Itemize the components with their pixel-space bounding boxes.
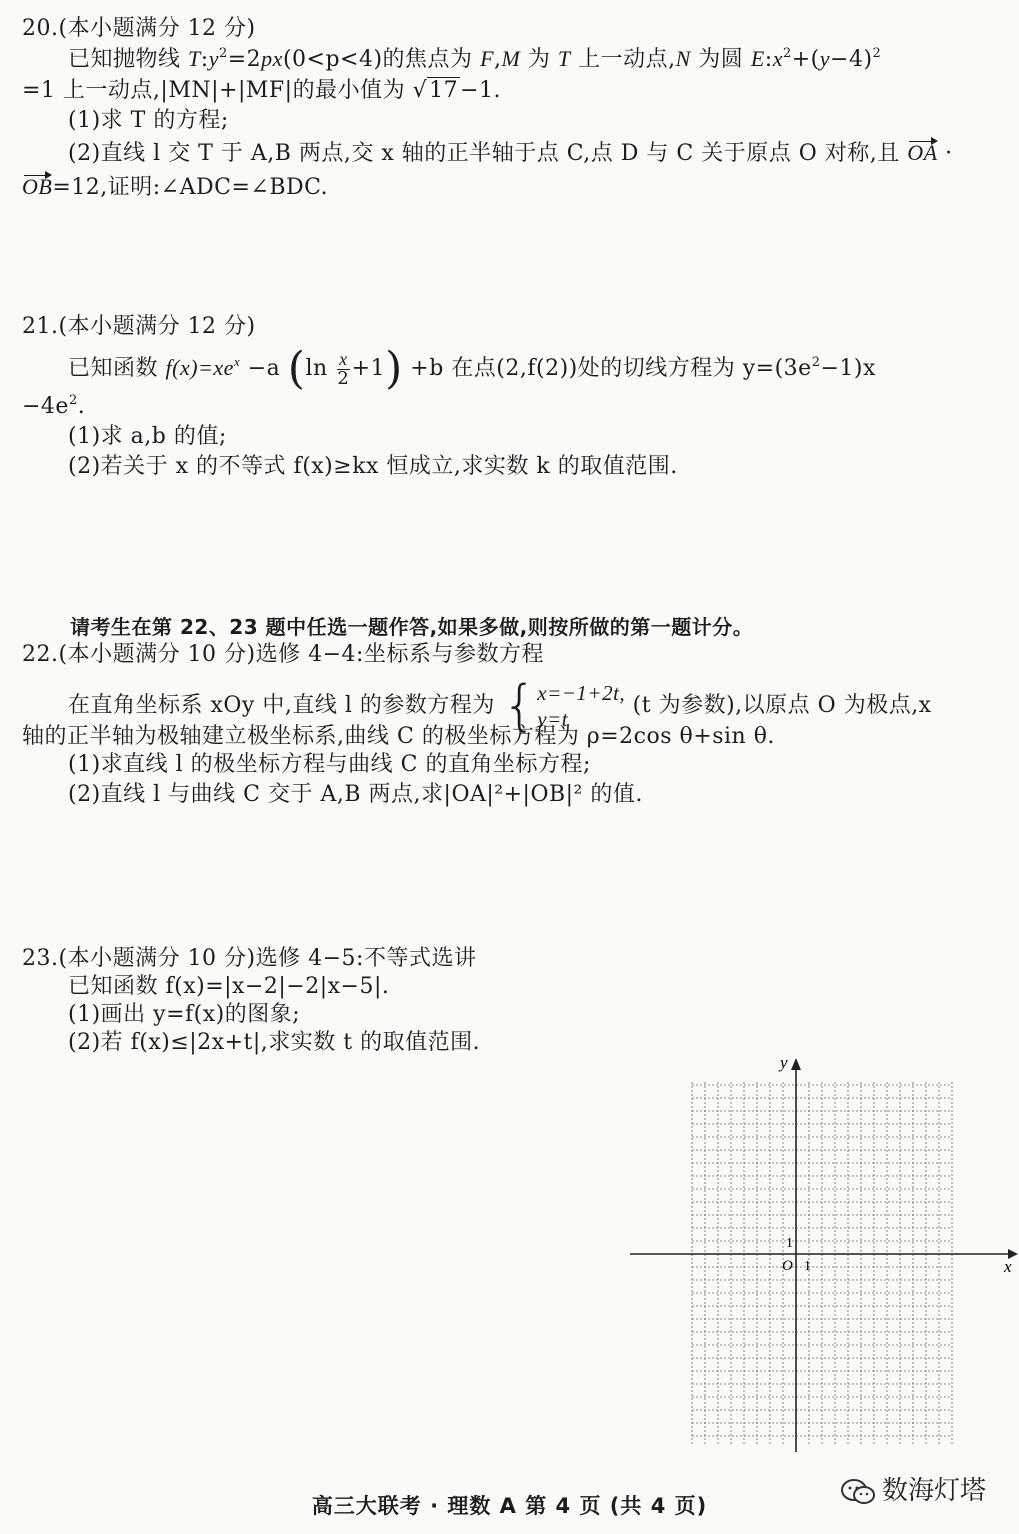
- q22-param: (t 为参数),以原点 O 为极点,x: [632, 693, 932, 718]
- y-axis-arrow-icon: [791, 1058, 801, 1070]
- q20-F: F: [480, 46, 495, 71]
- q22-sys1: x=−1+2t,: [537, 681, 626, 705]
- q21-text: 已知函数: [68, 356, 159, 381]
- q22-line1: 在直角坐标系 xOy 中,直线 l 的参数方程为 { x=−1+2t, y=t (t 为参数),以原点 O 为极点,x: [68, 674, 932, 737]
- q20-minus-one: −1.: [460, 78, 502, 103]
- q20-sub1: (1)求 T 的方程;: [68, 108, 229, 133]
- q23-sub1: (1)画出 y=f(x)的图象;: [68, 1002, 301, 1027]
- q22-sys2: y=t: [537, 707, 569, 731]
- q20-sub2: [68, 138, 953, 169]
- q22-sub1: (1)求直线 l 的极坐标方程与曲线 C 的直角坐标方程;: [68, 752, 591, 777]
- section-notice: 请考生在第 22、23 题中任选一题作答,如果多做,则按所做的第一题计分。: [70, 615, 754, 639]
- q21-tangent: +b 在点(2,f(2))处的切线方程为 y=(3e: [410, 356, 812, 381]
- page-footer: 高三大联考 · 理数 A 第 4 页 (共 4 页): [311, 1494, 708, 1518]
- q20-comma: ,: [494, 47, 502, 72]
- q22-header: 22.(本小题满分 10 分)选修 4−4:坐标系与参数方程: [22, 642, 544, 667]
- q20-header: 20.(本小题满分 12 分): [22, 16, 256, 41]
- q21-plus1: +1: [351, 356, 386, 381]
- q21-fraction: [337, 350, 350, 388]
- q21-sup2: 2: [811, 355, 821, 370]
- q20-M: M: [501, 46, 521, 71]
- q21-exp: x: [233, 354, 241, 369]
- x-axis-label: x: [1004, 1257, 1012, 1276]
- x-unit-label: 1: [804, 1259, 811, 1274]
- q20-moving: 上一动点,: [578, 47, 676, 72]
- q20-line1: 已知抛物线 $T:y^2=2px(0<p<4)$的焦点为 F,M 为 T 上一动点,N 为圆 $E:x^2+(y-4)^2$: [68, 46, 882, 72]
- q20-line2: =1 上一动点,|MN|+|MF|的最小值为 √17−1.: [22, 78, 502, 103]
- q21-minus-a: −a: [247, 356, 281, 381]
- q23-header: 23.(本小题满分 10 分)选修 4−5:不等式选讲: [22, 946, 477, 971]
- q21-header: 21.(本小题满分 12 分): [22, 314, 256, 339]
- q23-sub2: (2)若 f(x)≤|2x+t|,求实数 t 的取值范围.: [68, 1030, 481, 1055]
- q20-wei: 为: [527, 47, 551, 72]
- q20-min-text: =1 上一动点,|MN|+|MF|的最小值为: [22, 78, 406, 103]
- q21-sup2b: 2: [68, 393, 78, 408]
- vector-OA: OA: [907, 138, 937, 168]
- q20-text: 已知抛物线: [68, 47, 181, 72]
- q21-sub2: (2)若关于 x 的不等式 f(x)≥kx 恒成立,求实数 k 的取值范围.: [68, 454, 678, 479]
- grid-lines: [692, 1082, 952, 1444]
- q22-text: 在直角坐标系 xOy 中,直线 l 的参数方程为: [68, 693, 495, 718]
- q21-period: .: [77, 394, 86, 419]
- q20-T: T: [188, 46, 201, 71]
- q21-fx: f(x)=xe: [165, 355, 234, 380]
- q20-prove: =12,证明:∠ADC=∠BDC.: [52, 175, 329, 200]
- q22-line2: 轴的正半轴为极轴建立极坐标系,曲线 C 的极坐标方程为 ρ=2cos θ+sin θ.: [22, 724, 775, 749]
- watermark-text: 数海灯塔: [882, 1476, 987, 1506]
- origin-label: O: [782, 1258, 793, 1274]
- q21-tail: −1)x: [820, 356, 876, 381]
- frac-denominator: 2: [337, 368, 350, 389]
- q23-line1: 已知函数 f(x)=|x−2|−2|x−5|.: [68, 974, 390, 999]
- y-axis-label: y: [780, 1053, 788, 1072]
- q20-E: E: [750, 46, 765, 71]
- q20-N: N: [675, 46, 691, 71]
- q20-T2: T: [557, 46, 571, 71]
- q20-cond: (0<p<4)的焦点为: [282, 47, 473, 72]
- q20-circle: 为圆: [698, 47, 744, 72]
- q20-sub2-line2: [22, 172, 328, 203]
- q20-sub2-text: (2)直线 l 交 T 于 A,B 两点,交 x 轴的正半轴于点 C,点 D 与 C 关于原点 O 对称,且: [68, 141, 900, 166]
- q20-dot: ·: [945, 141, 953, 166]
- y-unit-label: 1: [786, 1236, 793, 1251]
- q21-line1: 已知函数 $f(x)=xe^x -a$ (ln $\frac{x}{2}$ +1) +b 在点(2,f(2))处的切线方程为 $y=(3e^2-1)x$: [68, 343, 876, 394]
- frac-numerator: x: [339, 349, 348, 369]
- q21-line2: [22, 392, 85, 422]
- q21-4e: −4e: [22, 394, 69, 419]
- grid-svg: [628, 1052, 1018, 1454]
- q20-sqrt: 17: [429, 78, 459, 103]
- coordinate-grid[interactable]: [628, 1052, 1018, 1454]
- vector-OB: OB: [22, 172, 52, 202]
- q22-sub2: (2)直线 l 与曲线 C 交于 A,B 两点,求|OA|²+|OB|² 的值.: [68, 782, 643, 807]
- q21-sub1: (1)求 a,b 的值;: [68, 424, 227, 449]
- q21-ln: ln: [305, 356, 328, 381]
